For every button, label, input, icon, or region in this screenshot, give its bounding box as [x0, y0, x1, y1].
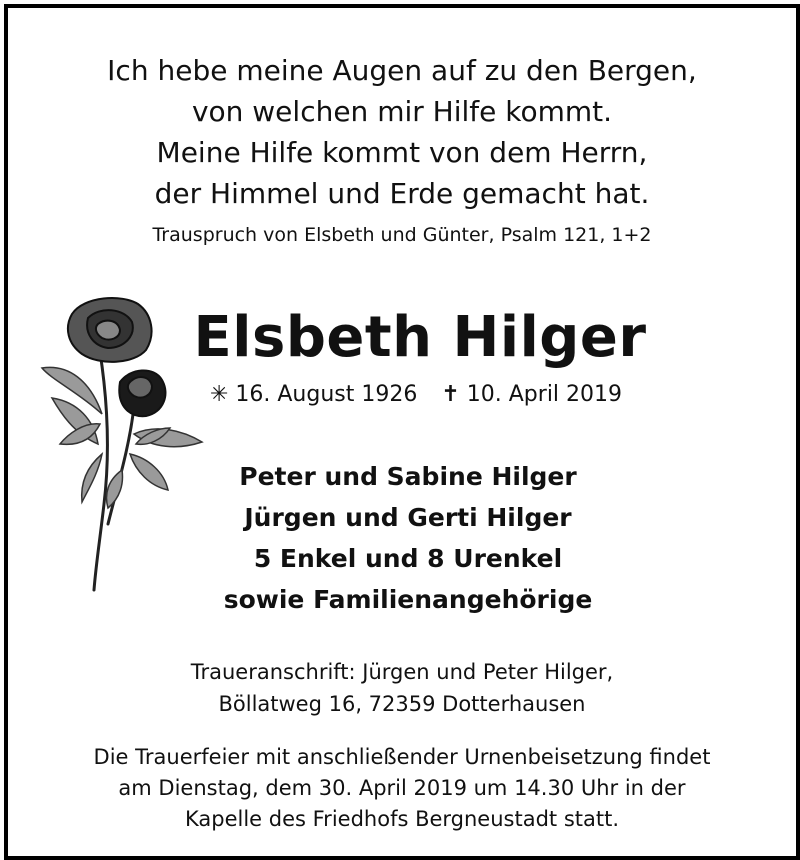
address-line: Traueranschrift: Jürgen und Peter Hilger,: [190, 660, 614, 684]
verse-line: der Himmel und Erde gemacht hat.: [154, 177, 650, 210]
mourner-line: Jürgen und Gerti Hilger: [244, 503, 572, 532]
verse-line: Meine Hilfe kommt von dem Herrn,: [156, 136, 648, 169]
service-line: am Dienstag, dem 30. April 2019 um 14.30 Uhr in der: [118, 776, 686, 800]
service-line: Die Trauerfeier mit anschließender Urnenbeisetzung findet: [93, 745, 711, 769]
life-dates: [156, 380, 676, 410]
funeral-service-info: [8, 742, 796, 835]
address-line: Böllatweg 16, 72359 Dotterhausen: [218, 692, 586, 716]
bible-verse: [8, 50, 796, 214]
mourner-line: sowie Familienangehörige: [223, 585, 593, 614]
verse-line: von welchen mir Hilfe kommt.: [191, 95, 613, 128]
birth-star-icon: ✳: [209, 382, 229, 407]
verse-source: Trauspruch von Elsbeth und Günter, Psalm 121, 1+2: [152, 224, 652, 246]
obituary-notice: [4, 4, 800, 860]
death-cross-icon: ✝: [441, 382, 460, 407]
birth-date: 16. August 1926: [235, 382, 418, 407]
death-date: 10. April 2019: [466, 382, 623, 407]
mourners-list: [158, 456, 658, 620]
deceased-name: Elsbeth Hilger: [193, 305, 647, 370]
mourning-address: [8, 656, 796, 720]
mourner-line: 5 Enkel und 8 Urenkel: [253, 544, 563, 573]
verse-line: Ich hebe meine Augen auf zu den Bergen,: [107, 54, 697, 87]
service-line: Kapelle des Friedhofs Bergneustadt statt.: [184, 807, 620, 831]
mourner-line: Peter und Sabine Hilger: [239, 462, 577, 491]
